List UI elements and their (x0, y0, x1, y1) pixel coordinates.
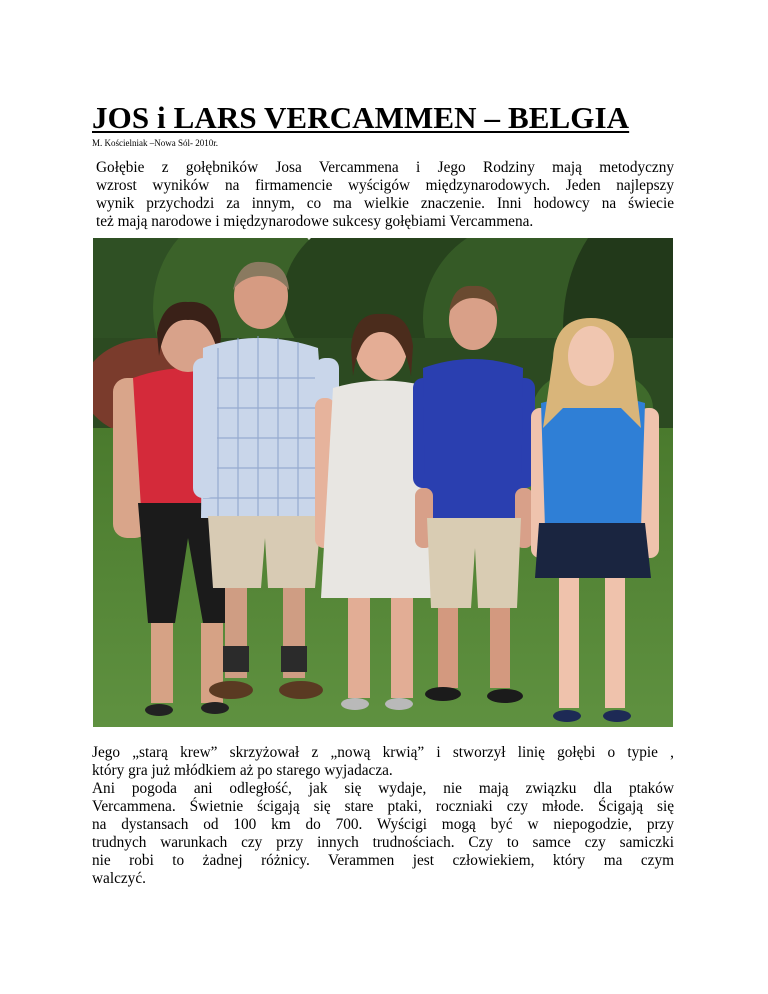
document-title: JOS i LARS VERCAMMEN – BELGIA (92, 100, 630, 135)
para3-line: Ani pogoda ani odległość, jak się wydaje, nie mają związku dla ptaków (92, 780, 674, 797)
para2-line: Jego „starą krew” skrzyżował z „nową krwią” i stworzył linię gołębi o typie , (92, 744, 674, 761)
intro-line: też mają narodowe i międzynarodowe sukcesy gołębiami Vercammena. (96, 213, 534, 230)
para2-line: który gra już młódkiem aż po starego wyjadacza. (92, 762, 393, 779)
para3-line: trudnych warunkach czy przy innych trudnościach. Czy to samce czy samiczki (92, 834, 674, 851)
para3-line: nie robi to żadnej różnicy. Verammen jest człowiekiem, który ma czym (92, 852, 674, 869)
intro-line: wynik przychodzi za innym, co ma wielkie znaczenie. Inni hodowcy na świecie (96, 195, 674, 212)
family-photo (93, 238, 673, 727)
document-byline: M. Kościelniak –Nowa Sól- 2010r. (92, 138, 218, 148)
intro-line: wzrost wyników na firmamencie wyścigów międzynarodowych. Jeden najlepszy (96, 177, 674, 194)
para3-line: Vercammena. Świetnie ścigają się stare ptaki, roczniaki czy młode. Ścigają się (92, 798, 674, 815)
intro-paragraph (92, 159, 674, 231)
intro-line: Gołębie z gołębników Josa Vercammena i Jego Rodziny mają metodyczny (96, 159, 674, 176)
crossbreeding-paragraph (92, 744, 674, 780)
para3-line: na dystansach od 100 km do 700. Wyścigi mogą być w niepogodzie, przy (92, 816, 674, 833)
weather-distance-paragraph (92, 780, 674, 888)
para3-line: walczyć. (92, 870, 146, 887)
